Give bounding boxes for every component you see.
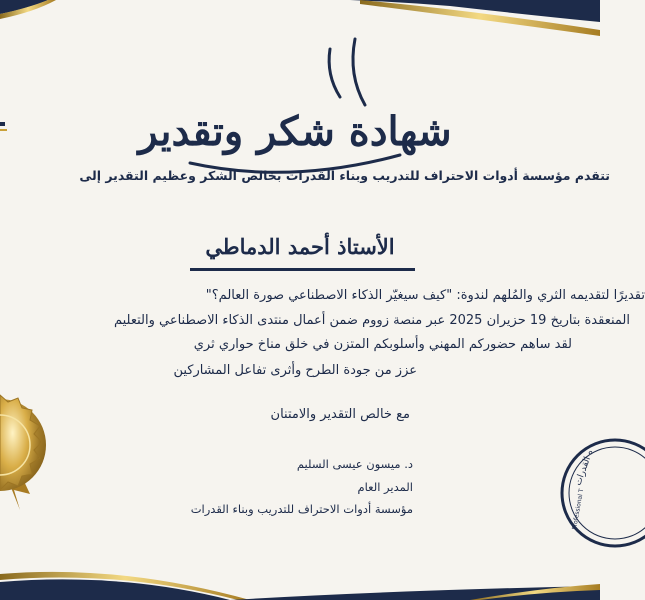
signatory-organization: مؤسسة أدوات الاحتراف للتدريب وبناء القدرات xyxy=(190,502,413,516)
recipient-underline xyxy=(190,268,415,271)
signatory-name: د. ميسون عيسى السليم xyxy=(296,457,413,471)
body-line-4: عزز من جودة الطرح وأثرى تفاعل المشاركين xyxy=(173,363,417,378)
gold-rosette-icon xyxy=(0,390,50,520)
body-line-2: المنعقدة بتاريخ 19 حزيران 2025 عبر منصة زووم ضمن أعمال منتدى الذكاء الاصطناعي والتعليم xyxy=(113,313,630,328)
top-wave-decoration xyxy=(0,0,600,40)
certificate-title-calligraphy xyxy=(138,35,452,185)
seal-arabic-text: ه القدرات xyxy=(573,448,596,488)
seal-english-text: Professional T xyxy=(571,488,586,531)
intro-text: تتقدم مؤسسة أدوات الاحتراف للتدريب وبناء القدرات بخالص الشكر وعظيم التقدير إلى xyxy=(79,168,610,183)
body-line-3: لقد ساهم حضوركم المهني وأسلوبكم المتزن في خلق مناخ حواري ثري xyxy=(193,337,572,352)
logo-fragment-icon xyxy=(0,118,10,140)
body-line-1: تقديرًا لتقديمه الثري والمُلهم لندوة: "كيف سيغيّر الذكاء الاصطناعي صورة العالم؟" xyxy=(205,288,645,303)
signatory-title: المدير العام xyxy=(357,480,413,494)
certificate-title: شهادة شكر وتقدير xyxy=(138,108,452,155)
bottom-wave-decoration xyxy=(0,560,600,600)
closing-text: مع خالص التقدير والامتنان xyxy=(270,407,410,422)
recipient-name: الأستاذ أحمد الدماطي xyxy=(205,234,395,259)
organization-seal xyxy=(560,438,600,548)
